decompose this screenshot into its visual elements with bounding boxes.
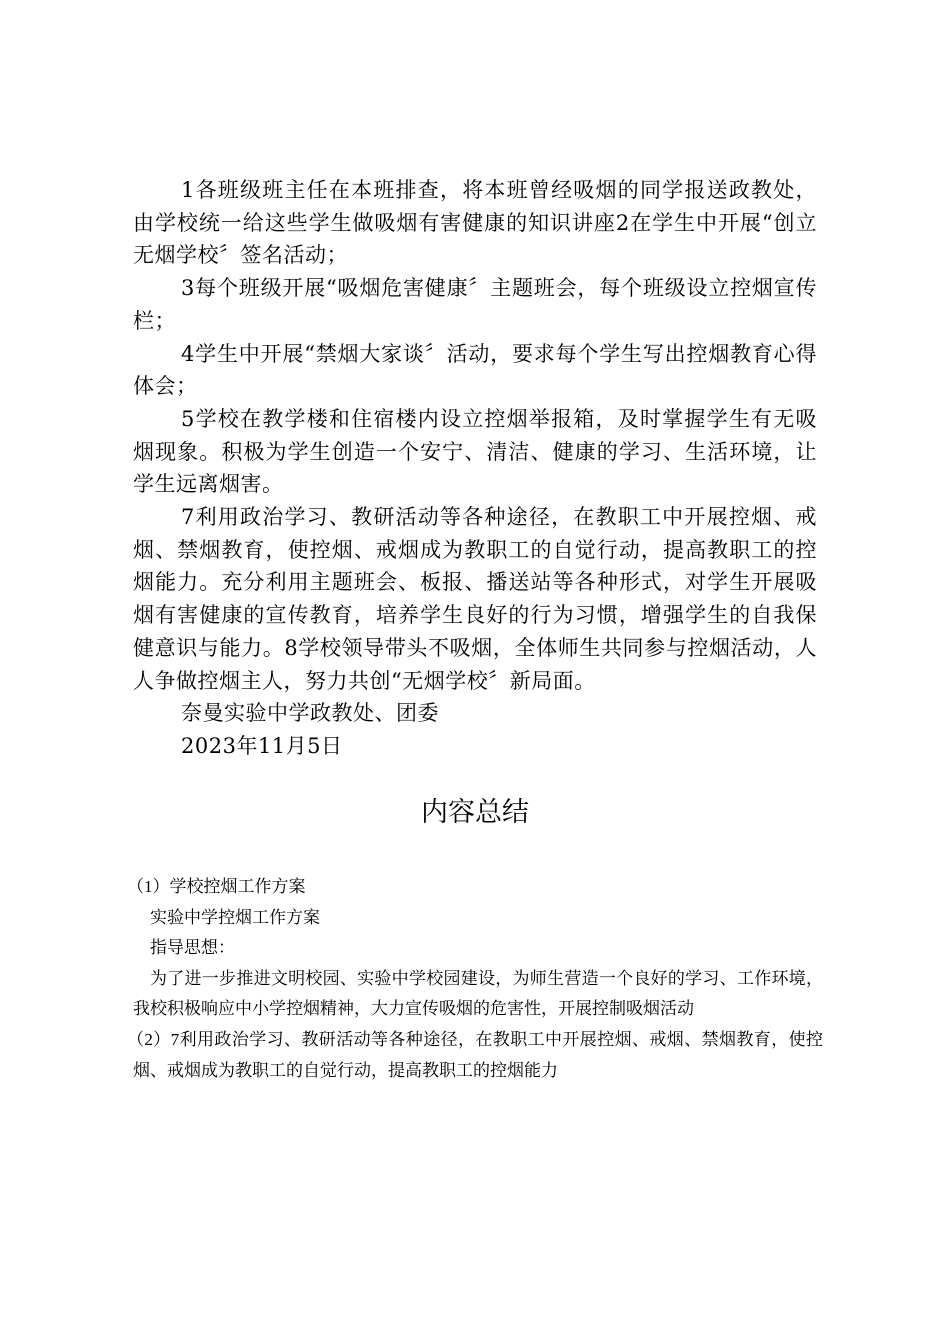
summary-title: 内容总结 [421,797,529,827]
summary-item-1-text: 为了进一步推进文明校园、实验中学校园建设，为师生营造一个良好的学习、工作环境，我校积极响应中小学控烟精神，大力宣传吸烟的危害性，开展控制吸烟活动 [133,968,823,1019]
signature: 奈曼实验中学政教处、团委 [181,701,439,726]
summary-item-2-text: （2）7利用政治学习、教研活动等各种途径，在教职工中开展控烟、戒烟、禁烟教育，使控烟、戒烟成为教职工的自觉行动，提高教职工的控烟能力 [127,1029,823,1080]
summary-item-1-subtitle: 实验中学控烟工作方案 [150,907,320,927]
paragraph-1: 1各班级班主任在本班排查，将本班曾经吸烟的同学报送政教处，由学校统一给这些学生做吸烟有害健康的知识讲座2在学生中开展“创立无烟学校〞签名活动； [133,178,817,268]
summary-item-1-guide: 指导思想： [150,938,235,958]
summary-section [127,872,823,1086]
paragraph-5: 7利用政治学习、教研活动等各种途径，在教职工中开展控烟、戒烟、禁烟教育，使控烟、戒烟成为教职工的自觉行动，提高教职工的控烟能力。充分利用主题班会、板报、播送站等各种形式，对学生开展吸烟有害健康的宣传教育，培养学生良好的行为习惯，增强学生的自我保健意识与能力。8学校领导带头不吸烟，全体师生共同参与控烟活动，人人争做控烟主人，努力共创“无烟学校〞新局面。 [133,505,817,693]
paragraph-4: 5学校在教学楼和住宿楼内设立控烟举报箱，及时掌握学生有无吸烟现象。积极为学生创造一个安宁、清洁、健康的学习、生活环境，让学生远离烟害。 [133,406,817,497]
paragraph-3: 4学生中开展“禁烟大家谈〞活动，要求每个学生写出控烟教育心得体会； [133,341,817,399]
date: 2023年11月5日 [181,733,343,758]
summary-item-1-heading: （1）学校控烟工作方案 [127,877,306,896]
paragraph-2: 3每个班级开展“吸烟危害健康〞主题班会，每个班级设立控烟宣传栏； [133,276,817,333]
body-text [133,174,817,763]
